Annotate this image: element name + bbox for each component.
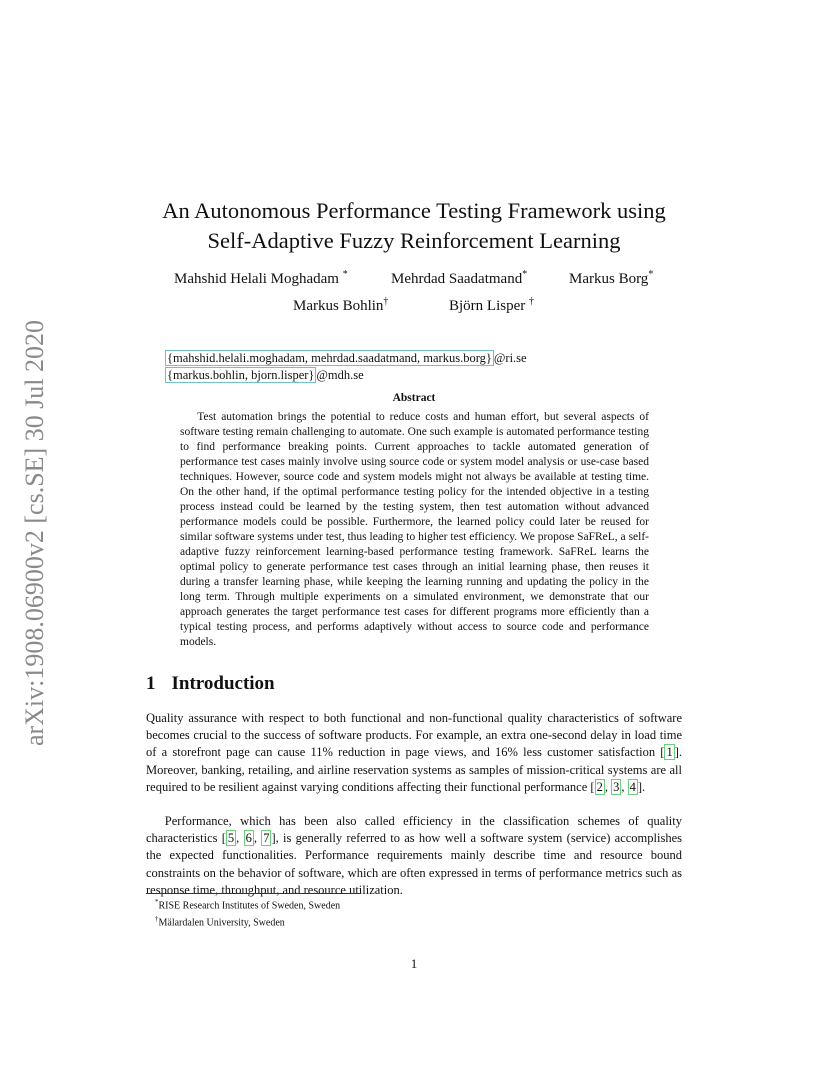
intro-paragraph-2: Performance, which has been also called efficiency in the classification schemes of quality characteristics [ 5 , 6 , 7 ], is generally referred to as how well a software system (service) accomplishes the expected functionalities. Performance requirements mainly describe time and resource bound constraints on the behavior of software, which are often expressed in terms of performance metrics such as response time, throughput, and resource utilization.: [146, 814, 682, 897]
author-1: Mahshid Helali Moghadam *: [174, 269, 348, 287]
author-emails: [165, 350, 527, 383]
title-line-1: An Autonomous Performance Testing Framework using: [162, 198, 666, 223]
email-link-ri[interactable]: {mahshid.helali.moghadam, mehrdad.saadatmand, markus.borg}: [167, 351, 492, 365]
footnote-ri: *RISE Research Institutes of Sweden, Sweden: [155, 898, 341, 912]
title-line-2: Self-Adaptive Fuzzy Reinforcement Learning: [207, 228, 621, 253]
affiliation-mark: †: [529, 296, 534, 307]
footnotes: [155, 896, 340, 930]
intro-paragraph-1: Quality assurance with respect to both functional and non-functional quality characteristics of software becomes crucial to the success of software products. For example, an extra one-second delay in load time of a storefront page can cause 11% reduction in page views, and 16% less customer satisfaction [ 1 ]. Moreover, banking, retailing, and airline reservation systems as samples of mission-critical systems are all required to be resilient against varying conditions affecting their functional performance [ 2 , 3 , 4 ].: [146, 711, 682, 794]
citation-link[interactable]: 7: [263, 831, 270, 846]
email-line-1: {mahshid.helali.moghadam, mehrdad.saadatmand, markus.borg} @ri.se: [167, 351, 527, 365]
email-line-2: {markus.bohlin, bjorn.lisper} @mdh.se: [167, 367, 364, 382]
affiliation-mark: †: [383, 296, 389, 307]
paper-title: [100, 196, 728, 256]
footnote-rule: [146, 893, 361, 894]
citation-link[interactable]: 4: [629, 779, 636, 794]
citation-link[interactable]: 2: [596, 779, 603, 794]
citation-link[interactable]: 3: [613, 779, 620, 794]
citation-link[interactable]: 5: [227, 831, 235, 846]
citation-link[interactable]: 6: [245, 831, 252, 846]
citation-link[interactable]: 1: [666, 745, 673, 760]
author-3: Markus Borg*: [569, 269, 654, 287]
abstract-heading: Abstract: [392, 392, 436, 404]
affiliation-mark: *: [648, 269, 654, 280]
author-5: Björn Lisper †: [449, 296, 534, 314]
arxiv-side-stamp: arXiv:1908.06900v2 [cs.SE] 30 Jul 2020: [20, 319, 49, 747]
footnote-mdh: †Mälardalen University, Sweden: [155, 914, 285, 929]
author-4: Markus Bohlin†: [293, 296, 389, 314]
author-2: Mehrdad Saadatmand*: [391, 269, 528, 287]
section-heading-introduction: 1 Introduction: [146, 673, 275, 694]
page-number: 1: [410, 956, 418, 971]
affiliation-mark: *: [522, 269, 528, 280]
email-link-mdh[interactable]: {markus.bohlin, bjorn.lisper}: [167, 367, 315, 382]
affiliation-mark: *: [342, 269, 348, 280]
abstract-body: Test automation brings the potential to reduce costs and human effort, but several aspects of software testing remain challenging to automate. One such example is automated performance testing to find performance breaking points. Current approaches to tackle automated generation of performance test cases mainly involve using source code or system model analysis or use-case based techniques. However, source code and system models might not always be available at testing time. On the other hand, if the optimal performance testing policy for the intended objective in a testing process instead could be learned by the testing system, then test automation without advanced performance models could be possible. Furthermore, the learned policy could later be reused for similar software systems under test, thus leading to higher test efficiency. We propose SaFReL, a self-adaptive fuzzy reinforcement learning-based performance testing framework. SaFReL learns the optimal policy to generate performance test cases through an initial learning phase, then reuses it during a transfer learning phase, while keeping the learning running and updating the policy in the long term. Through multiple experiments on a simulated environment, we demonstrate that our approach generates the target performance test cases for different programs more efficiently than a typical testing process, and performs adaptively without access to source code and performance models.: [180, 411, 649, 648]
